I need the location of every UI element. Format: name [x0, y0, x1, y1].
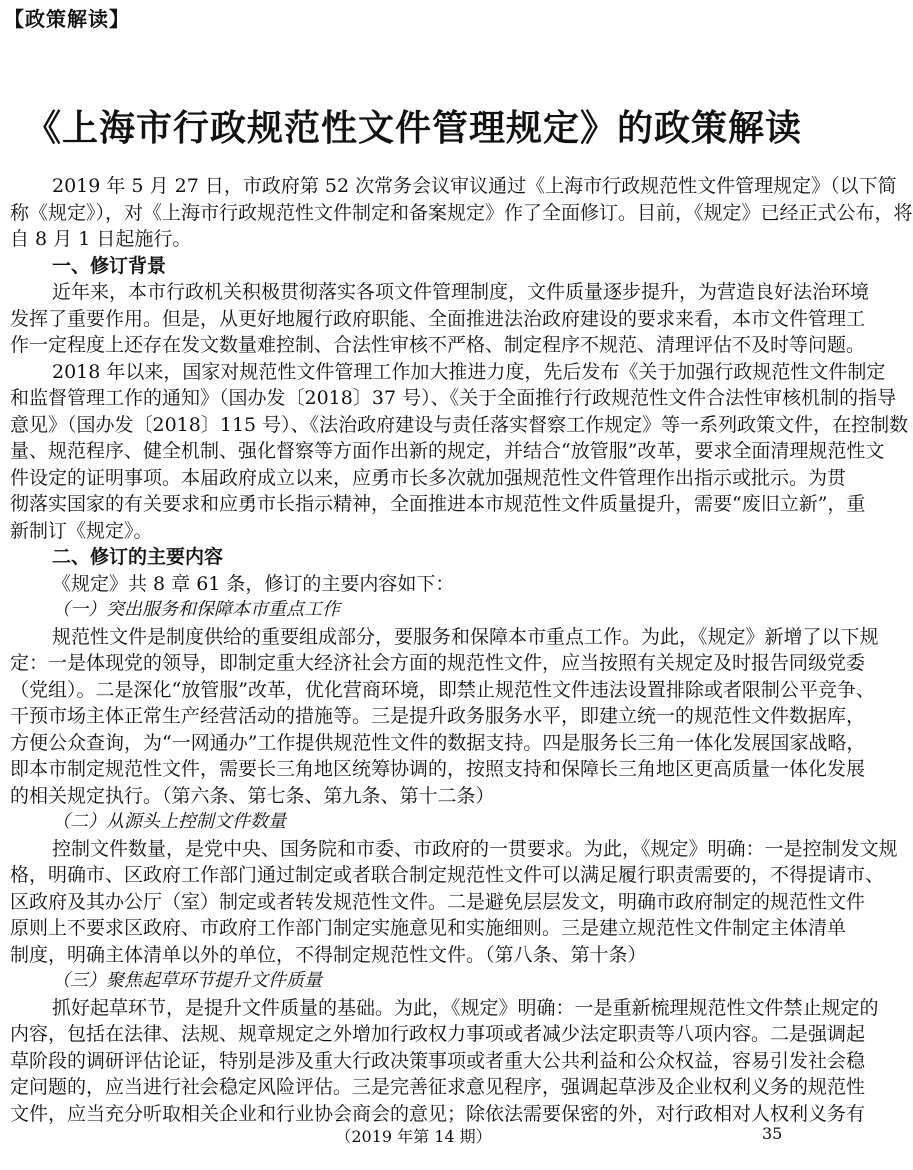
page-number: 35: [762, 1124, 783, 1143]
paragraph-line: 发挥了重要作用。但是，从更好地履行政府职能、全面推进法治政府建设的要求来看，本市文件管理工: [10, 307, 866, 330]
paragraph-line: 定问题的，应当进行社会稳定风险评估。三是完善征求意见程序，强调起草涉及企业权利义务的规范性: [10, 1076, 866, 1098]
article-body: [10, 173, 913, 1127]
paragraph-line: 制度，明确主体清单以外的单位，不得制定规范性文件。（第八条、第十条）: [10, 943, 647, 966]
paragraph-line: 2018 年以来，国家对规范性文件管理工作加大推进力度，先后发布《关于加强行政规范性文件制定: [52, 360, 886, 383]
subsection-heading: （二）从源头上控制文件数量: [52, 811, 286, 832]
column-tag: 【政策解读】: [4, 7, 130, 31]
section-heading: 一、修订背景: [52, 254, 167, 277]
paragraph-line: 的相关规定执行。（第六条、第七条、第九条、第十二条）: [10, 784, 495, 807]
paragraph-line: 自 8 月 1 日起施行。: [10, 228, 192, 250]
paragraph-line: 抓好起草环节，是提升文件质量的基础。为此，《规定》明确：一是重新梳理规范性文件禁止规定的: [52, 996, 879, 1019]
section-heading: 二、修订的主要内容: [52, 546, 224, 568]
paragraph-line: 原则上不要求区政府、市政府工作部门制定实施意见和实施细则。三是建立规范性文件制定主体清单: [10, 917, 847, 939]
issue-footer: （2019 年第 14 期）: [335, 1127, 492, 1146]
paragraph-line: 2019 年 5 月 27 日，市政府第 52 次常务会议审议通过《上海市行政规范性文件管理规定》（以下简: [52, 175, 897, 197]
paragraph-line: 作一定程度上还存在发文数量难控制、合法性审核不严格、制定程序不规范、清理评估不及时等问题。: [10, 334, 866, 356]
subsection-heading: （一）突出服务和保障本市重点工作: [52, 599, 340, 620]
paragraph-line: 文件，应当充分听取相关企业和行业协会商会的意见；除依法需要保密的外，对行政相对人权利义务有: [10, 1102, 866, 1125]
paragraph-line: 称《规定》），对《上海市行政规范性文件制定和备案规定》作了全面修订。目前，《规定》已经正式公布，将: [10, 201, 913, 224]
paragraph-line: 彻落实国家的有关要求和应勇市长指示精神，全面推进本市规范性文件质量提升，需要“废旧立新”，重: [10, 493, 866, 515]
paragraph-line: 意见》（国办发〔2018〕115 号）、《法治政府建设与责任落实督察工作规定》等一系列政策文件，在控制数: [10, 413, 909, 436]
paragraph-line: （党组）。二是深化“放管服”改革，优化营商环境，即禁止规范性文件违法设置排除或者限制公平竞争、: [10, 678, 875, 701]
paragraph-line: 草阶段的调研评估论证，特别是涉及重大行政决策事项或者重大公共利益和公众权益，容易引发社会稳: [10, 1049, 866, 1072]
paragraph-line: 定：一是体现党的领导，即制定重大经济社会方面的规范性文件，应当按照有关规定及时报告同级党委: [10, 652, 866, 674]
paragraph-line: 即本市制定规范性文件，需要长三角地区统筹协调的，按照支持和保障长三角地区更高质量一体化发展: [10, 758, 866, 780]
paragraph-line: 近年来，本市行政机关积极贯彻落实各项文件管理制度，文件质量逐步提升，为营造良好法治环境: [52, 281, 870, 303]
article-title: 《上海市行政规范性文件管理规定》的政策解读: [24, 107, 802, 149]
paragraph-line: 控制文件数量，是党中央、国务院和市委、市政府的一贯要求。为此，《规定》明确：一是控制发文规: [52, 837, 898, 860]
subsection-heading: （三）聚焦起草环节提升文件质量: [52, 970, 322, 991]
paragraph-line: 《规定》共 8 章 61 条，修订的主要内容如下：: [52, 572, 455, 595]
paragraph-line: 格，明确市、区政府工作部门通过制定或者联合制定规范性文件可以满足履行职责需要的，不得提请市、: [10, 864, 885, 886]
paragraph-line: 新制订《规定》。: [10, 519, 153, 542]
paragraph-line: 件设定的证明事项。本届政府成立以来，应勇市长多次就加强规范性文件管理作出指示或批示。为贯: [10, 466, 847, 489]
paragraph-line: 干预市场主体正常生产经营活动的措施等。三是提升政务服务水平，即建立统一的规范性文件数据库，: [10, 705, 866, 727]
paragraph-line: 量、规范程序、健全机制、强化督察等方面作出新的规定，并结合“放管服”改革，要求全面清理规范性文: [10, 440, 885, 462]
paragraph-line: 规范性文件是制度供给的重要组成部分，要服务和保障本市重点工作。为此，《规定》新增了以下规: [52, 625, 879, 648]
paragraph-line: 方便公众查询，为“一网通办”工作提供规范性文件的数据支持。四是服务长三角一体化发展国家战略，: [10, 731, 866, 754]
paragraph-line: 区政府及其办公厅（室）制定或者转发规范性文件。二是避免层层发文，明确市政府制定的规范性文件: [10, 890, 866, 913]
paragraph-line: 和监督管理工作的通知》（国办发〔2018〕37 号）、《关于全面推行行政规范性文件合法性审核机制的指导: [10, 387, 897, 409]
paragraph-line: 内容，包括在法律、法规、规章规定之外增加行政权力事项或者减少法定职责等八项内容。二是强调起: [10, 1023, 866, 1045]
